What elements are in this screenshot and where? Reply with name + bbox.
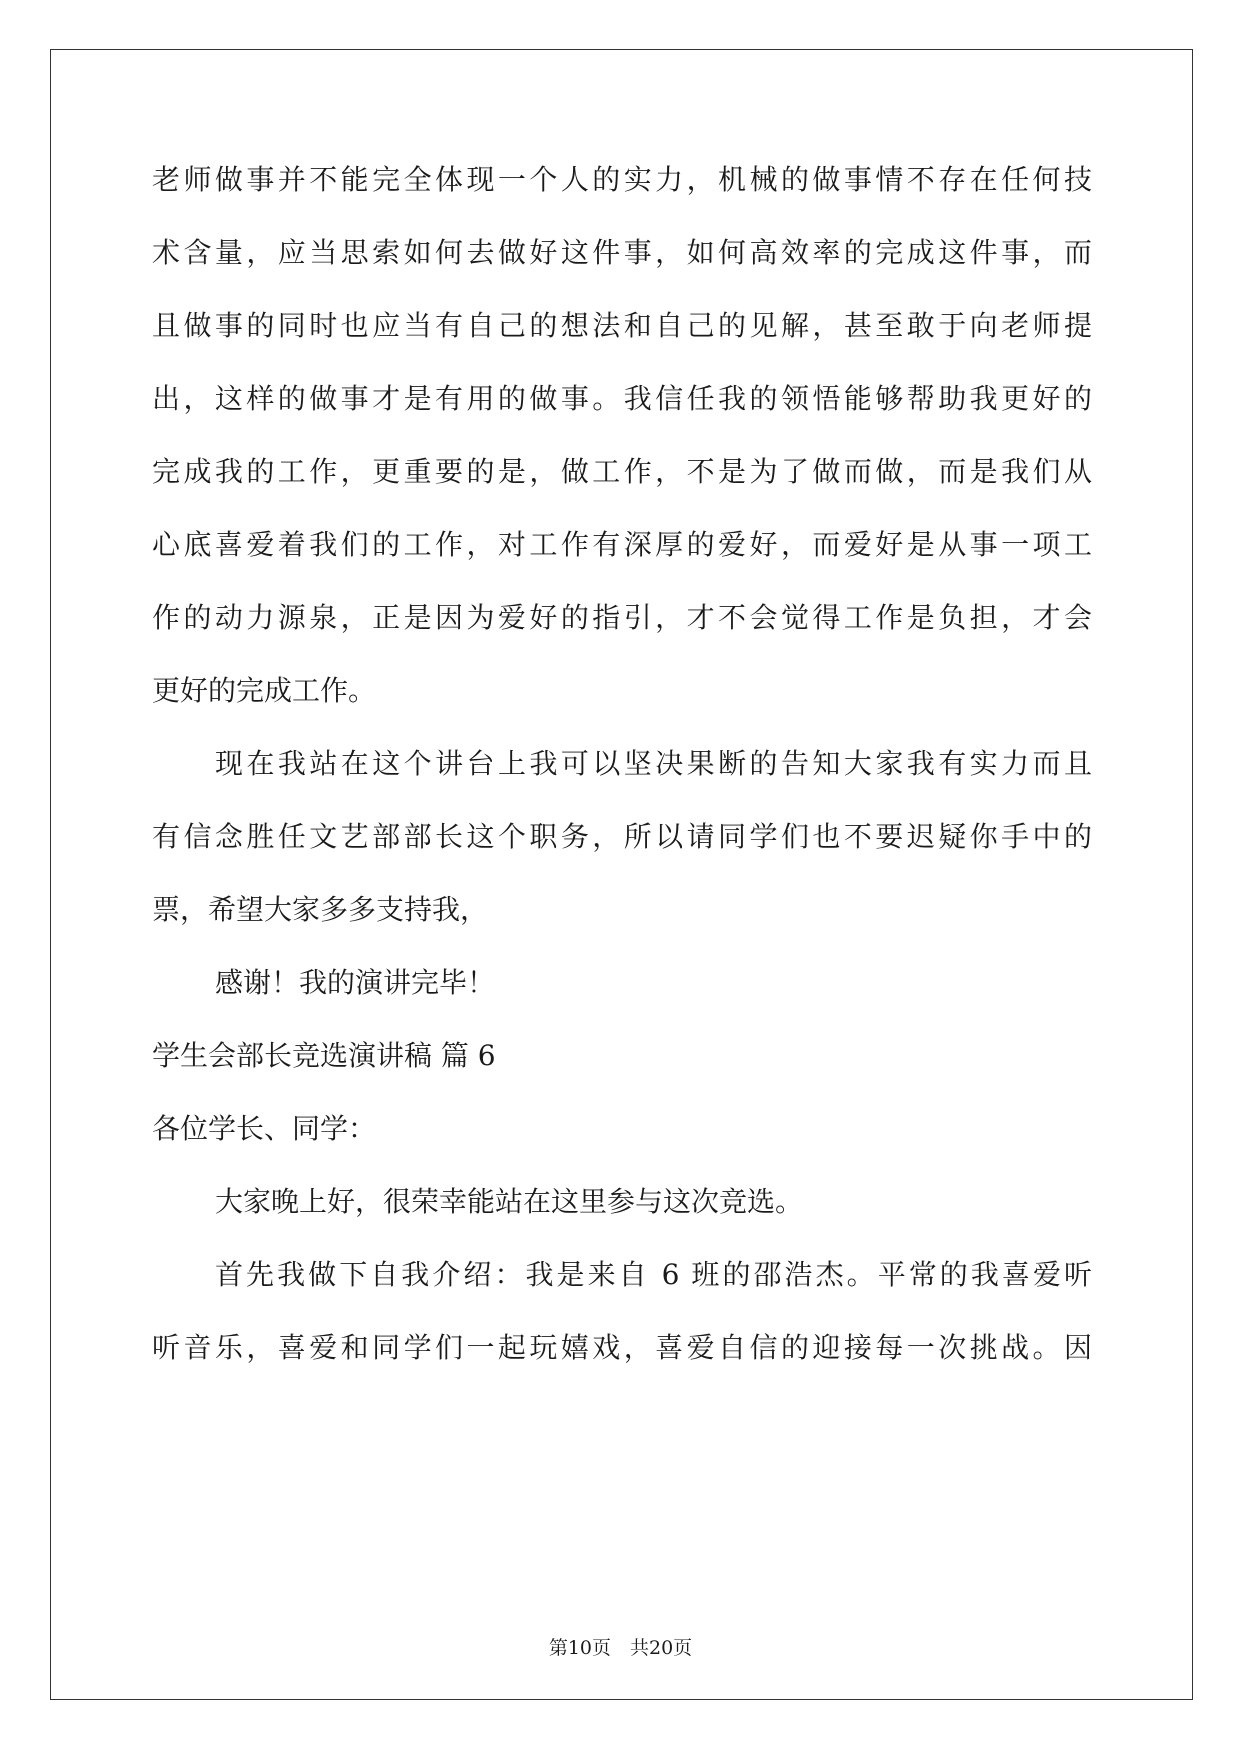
salutation: 各位学长、同学： <box>152 1112 377 1145</box>
text-line: 且做事的同时也应当有自己的想法和自己的见解，甚至敢于向老师提 <box>152 309 1092 342</box>
text-line: 有信念胜任文艺部部长这个职务，所以请同学们也不要迟疑你手中的 <box>152 820 1092 853</box>
page-border <box>50 49 1193 1700</box>
section-heading: 学生会部长竞选演讲稿 篇 6 <box>152 1039 496 1072</box>
text-line: 大家晚上好，很荣幸能站在这里参与这次竞选。 <box>215 1185 804 1218</box>
text-line: 作的动力源泉，正是因为爱好的指引，才不会觉得工作是负担，才会 <box>152 601 1092 634</box>
text-line: 术含量，应当思索如何去做好这件事，如何高效率的完成这件事，而 <box>152 236 1092 269</box>
text-line: 更好的完成工作。 <box>152 674 377 707</box>
text-line: 票，希望大家多多支持我， <box>152 893 489 926</box>
text-line: 现在我站在这个讲台上我可以坚决果断的告知大家我有实力而且 <box>215 747 1092 780</box>
text-line: 感谢！我的演讲完毕！ <box>215 966 496 999</box>
text-line: 首先我做下自我介绍：我是来自 6 班的邵浩杰。平常的我喜爱听 <box>215 1258 1092 1291</box>
text-line: 出，这样的做事才是有用的做事。我信任我的领悟能够帮助我更好的 <box>152 382 1092 415</box>
page-number: 第10页 共20页 <box>548 1637 693 1659</box>
text-line: 老师做事并不能完全体现一个人的实力，机械的做事情不存在任何技 <box>152 163 1092 196</box>
text-line: 完成我的工作，更重要的是，做工作，不是为了做而做，而是我们从 <box>152 455 1092 488</box>
text-line: 心底喜爱着我们的工作，对工作有深厚的爱好，而爱好是从事一项工 <box>152 528 1092 561</box>
text-line: 听音乐，喜爱和同学们一起玩嬉戏，喜爱自信的迎接每一次挑战。因 <box>152 1331 1092 1364</box>
